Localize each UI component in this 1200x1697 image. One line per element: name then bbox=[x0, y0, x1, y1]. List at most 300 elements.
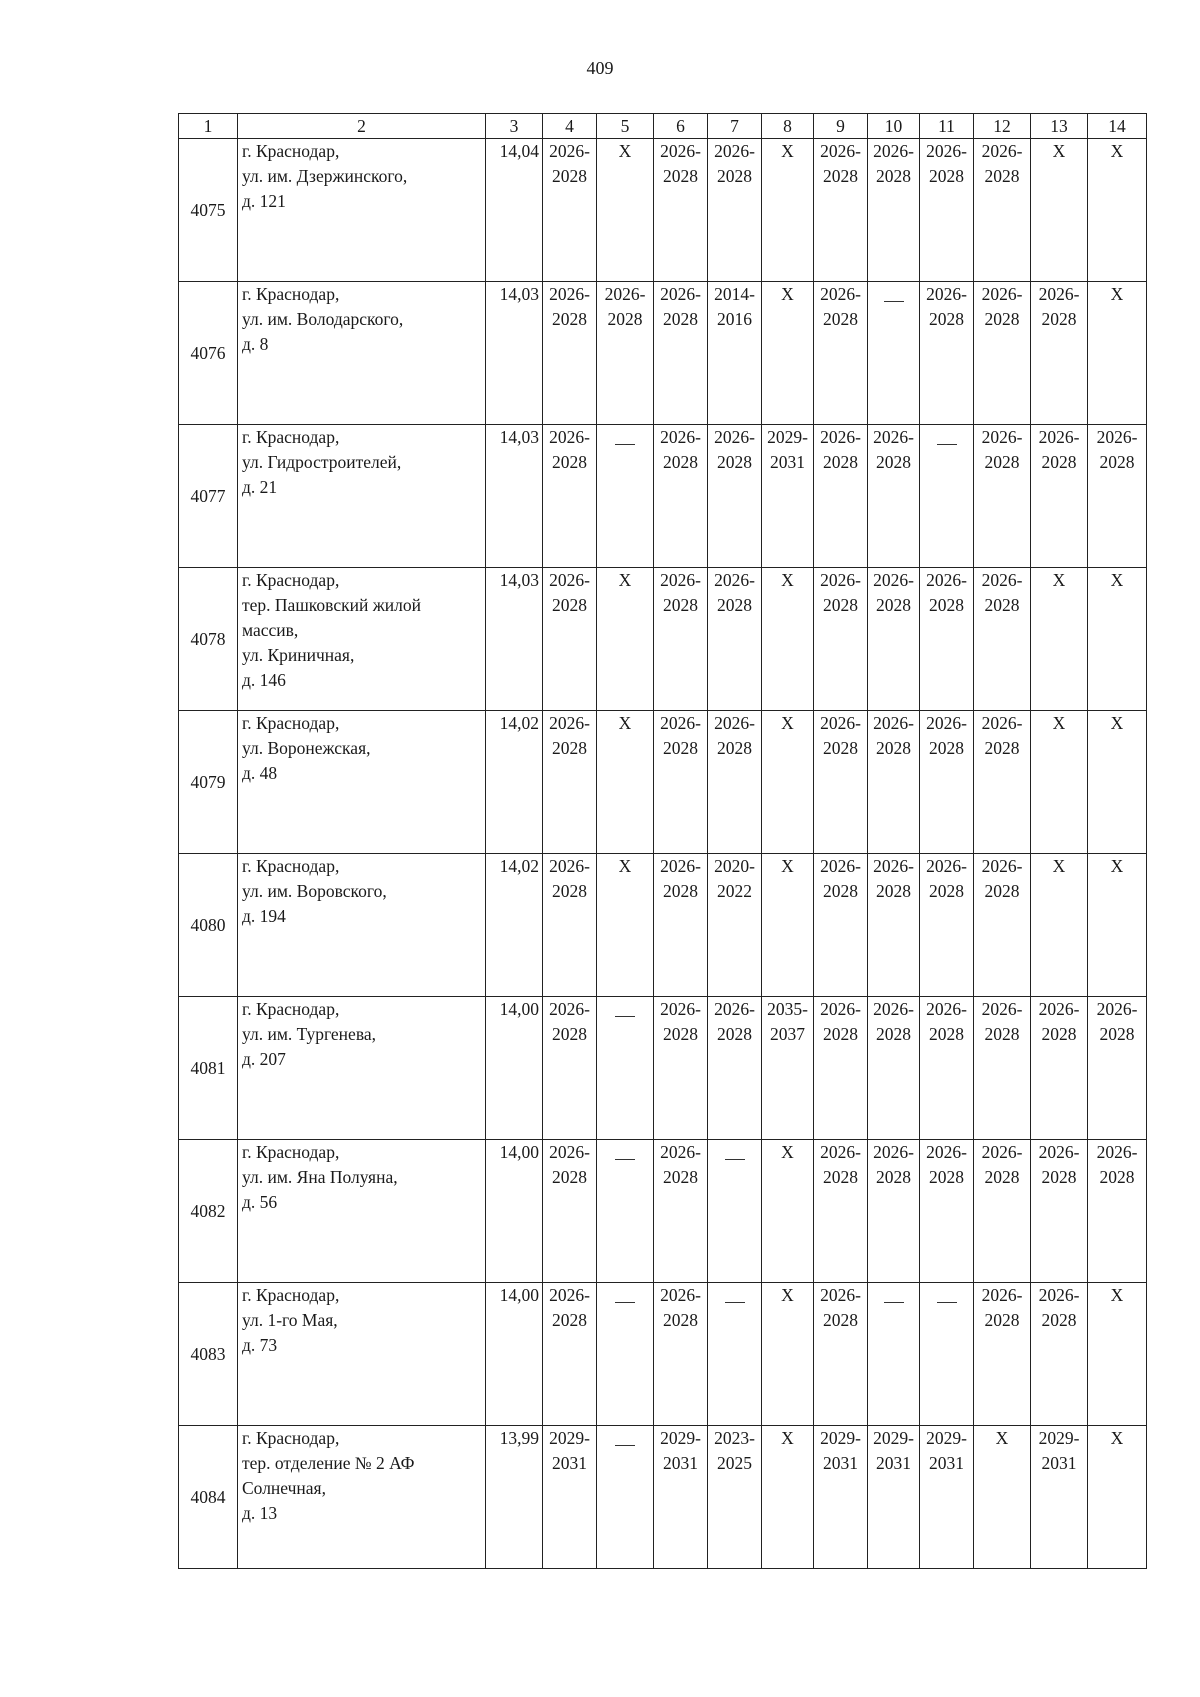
period-line: 2026- bbox=[981, 284, 1023, 304]
period-line: X bbox=[1110, 141, 1124, 161]
period-line: 2031 bbox=[1041, 1453, 1077, 1473]
period-line: 2031 bbox=[663, 1453, 698, 1473]
period-line: 2026- bbox=[820, 999, 861, 1019]
address-line: ул. им. Володарского, bbox=[242, 309, 404, 329]
period-cell-col-9 bbox=[814, 139, 868, 282]
period-cell-col-11 bbox=[920, 425, 974, 568]
row-number: 4081 bbox=[179, 997, 238, 1140]
period-line: 2026- bbox=[660, 856, 701, 876]
period-line: 2031 bbox=[770, 452, 805, 472]
period-cell-col-4 bbox=[543, 997, 597, 1140]
period-line: 2028 bbox=[552, 166, 587, 186]
period-cell-col-8 bbox=[762, 139, 814, 282]
period-cell-col-12 bbox=[974, 568, 1031, 711]
period-line: 2028 bbox=[663, 452, 698, 472]
address-line: ул. 1-го Мая, bbox=[242, 1310, 338, 1330]
period-line: 2026- bbox=[981, 570, 1023, 590]
address-line: г. Краснодар, bbox=[242, 856, 340, 876]
period-cell-col-14 bbox=[1088, 1140, 1147, 1283]
period-line: 2026- bbox=[660, 713, 701, 733]
period-cell-col-14 bbox=[1088, 997, 1147, 1140]
row-number: 4079 bbox=[179, 711, 238, 854]
period-line: 2029- bbox=[820, 1428, 861, 1448]
period-line: 2026- bbox=[820, 1285, 861, 1305]
period-cell-col-8 bbox=[762, 1140, 814, 1283]
address-line: д. 8 bbox=[242, 334, 269, 354]
period-cell-col-13 bbox=[1031, 1140, 1088, 1283]
period-line: 2031 bbox=[929, 1453, 964, 1473]
period-line: 2028 bbox=[823, 1024, 858, 1044]
period-cell-col-10 bbox=[868, 997, 920, 1140]
period-cell-col-4 bbox=[543, 425, 597, 568]
dash-mark bbox=[937, 1302, 957, 1303]
period-cell-col-7 bbox=[708, 568, 762, 711]
period-line: 2026- bbox=[549, 284, 590, 304]
period-line: 2026- bbox=[926, 141, 967, 161]
period-cell-col-6 bbox=[654, 997, 708, 1140]
period-line: 2028 bbox=[823, 595, 858, 615]
dash-mark bbox=[884, 1302, 904, 1303]
period-line: 2028 bbox=[717, 738, 752, 758]
address-line: ул. Воронежская, bbox=[242, 738, 371, 758]
period-line: 2028 bbox=[876, 881, 911, 901]
period-line: 2026- bbox=[820, 856, 861, 876]
address-line: г. Краснодар, bbox=[242, 713, 340, 733]
row-number: 4076 bbox=[179, 282, 238, 425]
address-line: г. Краснодар, bbox=[242, 999, 340, 1019]
period-cell-col-8 bbox=[762, 997, 814, 1140]
period-line: 2026- bbox=[714, 570, 755, 590]
table-row bbox=[179, 139, 1147, 282]
address-line: д. 56 bbox=[242, 1192, 278, 1212]
period-cell-col-13 bbox=[1031, 568, 1088, 711]
table-row bbox=[179, 282, 1147, 425]
period-line: 2028 bbox=[717, 452, 752, 472]
period-line: 2026- bbox=[660, 141, 701, 161]
period-cell-col-12 bbox=[974, 711, 1031, 854]
period-cell-col-12 bbox=[974, 282, 1031, 425]
period-line: 2026- bbox=[549, 1142, 590, 1162]
period-line: 2028 bbox=[663, 1167, 698, 1187]
period-line: 2026- bbox=[981, 141, 1023, 161]
period-line: 2031 bbox=[876, 1453, 911, 1473]
period-cell-col-11 bbox=[920, 1426, 974, 1569]
period-line: 2028 bbox=[1099, 452, 1135, 472]
period-line: 2026- bbox=[981, 713, 1023, 733]
period-line: 2026- bbox=[549, 570, 590, 590]
period-line: 2026- bbox=[660, 570, 701, 590]
period-cell-col-11 bbox=[920, 568, 974, 711]
period-line: 2026- bbox=[660, 284, 701, 304]
period-cell-col-7 bbox=[708, 711, 762, 854]
table-row bbox=[179, 711, 1147, 854]
period-line: 2028 bbox=[663, 881, 698, 901]
period-line: 2028 bbox=[552, 595, 587, 615]
period-cell-col-5 bbox=[597, 1140, 654, 1283]
period-cell-col-4 bbox=[543, 1283, 597, 1426]
period-line: 2026- bbox=[714, 713, 755, 733]
period-cell-col-14 bbox=[1088, 1283, 1147, 1426]
period-line: 2028 bbox=[607, 309, 643, 329]
address-cell bbox=[238, 854, 486, 997]
period-line: 2028 bbox=[929, 1167, 964, 1187]
row-number: 4080 bbox=[179, 854, 238, 997]
period-line: X bbox=[781, 713, 794, 733]
period-cell-col-7 bbox=[708, 1426, 762, 1569]
address-line: д. 73 bbox=[242, 1335, 278, 1355]
address-cell bbox=[238, 282, 486, 425]
period-line: 2028 bbox=[552, 1024, 587, 1044]
period-cell-col-14 bbox=[1088, 711, 1147, 854]
address-line: д. 21 bbox=[242, 477, 278, 497]
period-line: 2028 bbox=[717, 166, 752, 186]
address-line: ул. Криничная, bbox=[242, 645, 355, 665]
value-cell: 14,04 bbox=[486, 139, 543, 282]
dash-mark bbox=[615, 1445, 635, 1446]
address-cell bbox=[238, 1426, 486, 1569]
address-line: г. Краснодар, bbox=[242, 570, 340, 590]
period-cell-col-6 bbox=[654, 139, 708, 282]
period-line: 2026- bbox=[926, 856, 967, 876]
period-line: 2028 bbox=[876, 738, 911, 758]
period-line: 2029- bbox=[767, 427, 808, 447]
period-cell-col-6 bbox=[654, 1140, 708, 1283]
period-line: 2028 bbox=[1041, 309, 1077, 329]
address-line: г. Краснодар, bbox=[242, 427, 340, 447]
period-line: 2028 bbox=[1041, 452, 1077, 472]
period-line: 2026- bbox=[1038, 284, 1080, 304]
period-line: 2028 bbox=[1041, 1310, 1077, 1330]
period-line: 2026- bbox=[981, 427, 1023, 447]
period-cell-col-4 bbox=[543, 1426, 597, 1569]
period-cell-col-11 bbox=[920, 1283, 974, 1426]
value-cell: 14,03 bbox=[486, 282, 543, 425]
address-line: ул. им. Тургенева, bbox=[242, 1024, 376, 1044]
table-row bbox=[179, 1283, 1147, 1426]
address-line: г. Краснодар, bbox=[242, 1285, 340, 1305]
dash-mark bbox=[937, 444, 957, 445]
period-cell-col-9 bbox=[814, 282, 868, 425]
period-line: 2026- bbox=[926, 284, 967, 304]
period-line: 2026- bbox=[820, 141, 861, 161]
period-line: 2020- bbox=[714, 856, 755, 876]
period-line: 2028 bbox=[552, 1310, 587, 1330]
period-line: 2035- bbox=[767, 999, 808, 1019]
page-number: 409 bbox=[586, 58, 614, 78]
period-cell-col-7 bbox=[708, 1283, 762, 1426]
period-cell-col-5 bbox=[597, 1283, 654, 1426]
period-line: X bbox=[1110, 713, 1124, 733]
period-line: X bbox=[1052, 570, 1066, 590]
period-cell-col-14 bbox=[1088, 282, 1147, 425]
value-cell: 13,99 bbox=[486, 1426, 543, 1569]
column-number-4: 4 bbox=[543, 114, 597, 139]
period-cell-col-12 bbox=[974, 854, 1031, 997]
period-line: 2028 bbox=[876, 595, 911, 615]
period-cell-col-8 bbox=[762, 1283, 814, 1426]
period-cell-col-7 bbox=[708, 425, 762, 568]
period-line: X bbox=[781, 570, 794, 590]
row-number: 4075 bbox=[179, 139, 238, 282]
period-cell-col-13 bbox=[1031, 1283, 1088, 1426]
period-line: X bbox=[1110, 856, 1124, 876]
dash-mark bbox=[615, 1016, 635, 1017]
period-line: 2028 bbox=[984, 1310, 1020, 1330]
period-line: 2028 bbox=[876, 166, 911, 186]
period-line: 2028 bbox=[1041, 1024, 1077, 1044]
address-line: д. 13 bbox=[242, 1503, 278, 1523]
period-line: X bbox=[781, 856, 794, 876]
period-cell-col-13 bbox=[1031, 425, 1088, 568]
period-cell-col-8 bbox=[762, 711, 814, 854]
period-line: 2029- bbox=[926, 1428, 967, 1448]
period-line: X bbox=[618, 570, 632, 590]
period-line: 2028 bbox=[984, 595, 1020, 615]
address-line: д. 146 bbox=[242, 670, 286, 690]
period-cell-col-4 bbox=[543, 1140, 597, 1283]
period-line: 2028 bbox=[929, 166, 964, 186]
value-cell: 14,03 bbox=[486, 425, 543, 568]
period-line: 2037 bbox=[770, 1024, 805, 1044]
period-cell-col-9 bbox=[814, 1140, 868, 1283]
period-line: 2026- bbox=[549, 999, 590, 1019]
period-line: 2026- bbox=[1038, 1285, 1080, 1305]
period-cell-col-14 bbox=[1088, 425, 1147, 568]
period-line: 2026- bbox=[820, 284, 861, 304]
period-cell-col-10 bbox=[868, 1283, 920, 1426]
period-cell-col-13 bbox=[1031, 711, 1088, 854]
row-number: 4082 bbox=[179, 1140, 238, 1283]
period-cell-col-8 bbox=[762, 854, 814, 997]
period-line: X bbox=[1110, 284, 1124, 304]
period-line: 2028 bbox=[929, 738, 964, 758]
period-cell-col-13 bbox=[1031, 139, 1088, 282]
period-line: 2028 bbox=[552, 309, 587, 329]
address-line: массив, bbox=[242, 620, 299, 640]
period-cell-col-9 bbox=[814, 711, 868, 854]
table-row bbox=[179, 854, 1147, 997]
period-cell-col-6 bbox=[654, 282, 708, 425]
column-number-row bbox=[179, 114, 1147, 139]
period-line: X bbox=[618, 856, 632, 876]
period-cell-col-5 bbox=[597, 425, 654, 568]
address-line: д. 194 bbox=[242, 906, 286, 926]
period-cell-col-6 bbox=[654, 711, 708, 854]
period-cell-col-4 bbox=[543, 282, 597, 425]
period-line: 2028 bbox=[984, 1167, 1020, 1187]
period-line: 2028 bbox=[552, 452, 587, 472]
column-number-12: 12 bbox=[974, 114, 1031, 139]
period-line: 2026- bbox=[660, 1142, 701, 1162]
period-line: 2026- bbox=[714, 999, 755, 1019]
period-line: 2028 bbox=[929, 595, 964, 615]
period-cell-col-4 bbox=[543, 139, 597, 282]
period-line: 2028 bbox=[984, 166, 1020, 186]
column-number-14: 14 bbox=[1088, 114, 1147, 139]
row-number: 4083 bbox=[179, 1283, 238, 1426]
period-cell-col-10 bbox=[868, 1140, 920, 1283]
period-cell-col-12 bbox=[974, 1140, 1031, 1283]
period-line: X bbox=[1110, 570, 1124, 590]
period-line: 2026- bbox=[820, 713, 861, 733]
table-row bbox=[179, 1140, 1147, 1283]
dash-mark bbox=[725, 1159, 745, 1160]
period-line: 2026- bbox=[714, 427, 755, 447]
dash-mark bbox=[615, 1302, 635, 1303]
period-cell-col-5 bbox=[597, 139, 654, 282]
period-line: 2026- bbox=[549, 141, 590, 161]
period-line: 2028 bbox=[984, 738, 1020, 758]
period-line: 2028 bbox=[823, 881, 858, 901]
column-number-1: 1 bbox=[179, 114, 238, 139]
address-cell bbox=[238, 1283, 486, 1426]
period-cell-col-10 bbox=[868, 711, 920, 854]
period-cell-col-4 bbox=[543, 854, 597, 997]
address-line: г. Краснодар, bbox=[242, 141, 340, 161]
period-line: 2016 bbox=[717, 309, 752, 329]
period-cell-col-13 bbox=[1031, 282, 1088, 425]
period-line: 2026- bbox=[926, 713, 967, 733]
dash-mark bbox=[725, 1302, 745, 1303]
address-line: г. Краснодар, bbox=[242, 284, 340, 304]
period-cell-col-7 bbox=[708, 1140, 762, 1283]
period-line: 2031 bbox=[552, 1453, 587, 1473]
period-line: 2026- bbox=[981, 1142, 1023, 1162]
period-line: 2029- bbox=[549, 1428, 590, 1448]
period-line: 2026- bbox=[1096, 1142, 1138, 1162]
period-line: X bbox=[781, 141, 794, 161]
period-line: 2028 bbox=[929, 881, 964, 901]
period-cell-col-8 bbox=[762, 568, 814, 711]
period-line: X bbox=[1110, 1428, 1124, 1448]
period-cell-col-5 bbox=[597, 568, 654, 711]
period-line: 2026- bbox=[660, 427, 701, 447]
period-line: 2026- bbox=[981, 856, 1023, 876]
period-line: 2022 bbox=[717, 881, 752, 901]
register-table bbox=[178, 113, 1147, 1569]
address-line: д. 48 bbox=[242, 763, 278, 783]
period-cell-col-6 bbox=[654, 425, 708, 568]
period-cell-col-4 bbox=[543, 568, 597, 711]
period-cell-col-5 bbox=[597, 997, 654, 1140]
period-line: X bbox=[995, 1428, 1009, 1448]
column-number-10: 10 bbox=[868, 114, 920, 139]
value-cell: 14,00 bbox=[486, 1283, 543, 1426]
period-cell-col-12 bbox=[974, 1283, 1031, 1426]
period-line: 2023- bbox=[714, 1428, 755, 1448]
period-line: 2026- bbox=[926, 999, 967, 1019]
period-cell-col-6 bbox=[654, 1283, 708, 1426]
period-line: 2028 bbox=[876, 1024, 911, 1044]
period-cell-col-9 bbox=[814, 425, 868, 568]
period-line: 2026- bbox=[660, 1285, 701, 1305]
period-line: 2026- bbox=[549, 713, 590, 733]
period-cell-col-13 bbox=[1031, 997, 1088, 1140]
period-line: 2028 bbox=[823, 166, 858, 186]
period-line: X bbox=[1052, 713, 1066, 733]
period-cell-col-9 bbox=[814, 1426, 868, 1569]
period-line: 2028 bbox=[876, 1167, 911, 1187]
period-line: 2026- bbox=[926, 1142, 967, 1162]
address-cell bbox=[238, 139, 486, 282]
address-line: ул. Гидростроителей, bbox=[242, 452, 402, 472]
period-cell-col-10 bbox=[868, 854, 920, 997]
period-cell-col-14 bbox=[1088, 1426, 1147, 1569]
period-line: 2026- bbox=[660, 999, 701, 1019]
period-line: 2026- bbox=[1038, 1142, 1080, 1162]
period-cell-col-7 bbox=[708, 282, 762, 425]
period-line: 2026- bbox=[820, 570, 861, 590]
period-line: 2026- bbox=[873, 1142, 914, 1162]
period-line: 2028 bbox=[984, 452, 1020, 472]
period-cell-col-7 bbox=[708, 997, 762, 1140]
period-cell-col-10 bbox=[868, 139, 920, 282]
period-cell-col-10 bbox=[868, 425, 920, 568]
table-row bbox=[179, 997, 1147, 1140]
address-line: ул. им. Яна Полуяна, bbox=[242, 1167, 398, 1187]
period-line: 2026- bbox=[820, 1142, 861, 1162]
period-line: 2026- bbox=[1038, 999, 1080, 1019]
column-number-8: 8 bbox=[762, 114, 814, 139]
period-line: 2029- bbox=[873, 1428, 914, 1448]
period-line: 2028 bbox=[663, 738, 698, 758]
column-number-5: 5 bbox=[597, 114, 654, 139]
period-line: 2028 bbox=[663, 166, 698, 186]
period-line: 2026- bbox=[604, 284, 646, 304]
column-number-9: 9 bbox=[814, 114, 868, 139]
period-line: 2029- bbox=[660, 1428, 701, 1448]
period-line: 2026- bbox=[549, 427, 590, 447]
period-cell-col-5 bbox=[597, 854, 654, 997]
period-line: 2028 bbox=[984, 309, 1020, 329]
period-cell-col-12 bbox=[974, 425, 1031, 568]
table-row bbox=[179, 425, 1147, 568]
period-cell-col-14 bbox=[1088, 568, 1147, 711]
period-cell-col-7 bbox=[708, 139, 762, 282]
period-line: 2025 bbox=[717, 1453, 752, 1473]
period-cell-col-11 bbox=[920, 854, 974, 997]
period-line: 2026- bbox=[926, 570, 967, 590]
period-line: 2028 bbox=[552, 738, 587, 758]
period-line: 2014- bbox=[714, 284, 755, 304]
period-cell-col-10 bbox=[868, 282, 920, 425]
period-line: 2026- bbox=[1038, 427, 1080, 447]
period-line: X bbox=[1052, 141, 1066, 161]
period-cell-col-4 bbox=[543, 711, 597, 854]
period-line: 2028 bbox=[663, 595, 698, 615]
period-cell-col-11 bbox=[920, 711, 974, 854]
period-line: 2028 bbox=[984, 881, 1020, 901]
address-line: ул. им. Дзержинского, bbox=[242, 166, 408, 186]
period-cell-col-7 bbox=[708, 854, 762, 997]
period-cell-col-8 bbox=[762, 425, 814, 568]
period-cell-col-11 bbox=[920, 139, 974, 282]
value-cell: 14,03 bbox=[486, 568, 543, 711]
period-line: 2026- bbox=[873, 856, 914, 876]
period-cell-col-14 bbox=[1088, 139, 1147, 282]
period-line: X bbox=[1052, 856, 1066, 876]
period-cell-col-11 bbox=[920, 997, 974, 1140]
period-line: 2028 bbox=[929, 1024, 964, 1044]
period-line: X bbox=[781, 1142, 794, 1162]
row-number: 4078 bbox=[179, 568, 238, 711]
period-cell-col-5 bbox=[597, 1426, 654, 1569]
period-line: 2031 bbox=[823, 1453, 858, 1473]
table-row bbox=[179, 1426, 1147, 1569]
address-line: д. 121 bbox=[242, 191, 286, 211]
period-cell-col-5 bbox=[597, 711, 654, 854]
address-line: тер. Пашковский жилой bbox=[242, 595, 421, 615]
